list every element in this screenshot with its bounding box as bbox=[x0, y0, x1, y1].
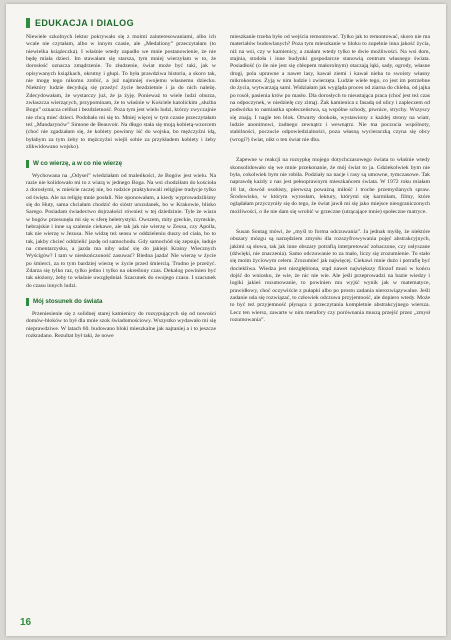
header-title: EDUKACJA I DIALOG bbox=[35, 18, 134, 28]
right-column bbox=[230, 34, 430, 329]
world-paragraph: Przeniesienie się z solidnej starej kamienicy do rozsypujących się od nowości domów-bloków to był dla mnie szok świadomościowy. Wszystko wydawało mi się nieprawdziwe. W latach 60. budowano bloki mieszkalne jak najtaniej a i to jeszcze rozkradano. Rezultat był taki, że nowe bbox=[26, 311, 216, 340]
paragraph-spacer bbox=[230, 221, 430, 229]
my-world-paragraph: Zapewne w reakcji na rozsypkę mojego dotychczasowego świata to właśnie wtedy skonsolidowało się we mnie przekonanie, że mój świat to ja. Gdziekolwiek bym nie była, cokolwiek bym nie robiła. Podziały na nacje i rasy są umowne, tymczasowe. Tak naprawdę każdy z nas jest pełnoprawnym mieszkańcem świata. W 1972 roku miałam 18 lat, dowód osobisty, pierwszą poważną miłość i troche przemyślanych spraw. Środowisko, w którym wyrosłam, lektury, którymi się karmiłam, filmy, które oglądałam przyczyniły się do tego, że świat jawił mi się jako miejsce nieograniczonych możliwości, o ile nie dam się wrobić w grzeczne (utrącające mnie) społeczne matryce. bbox=[230, 157, 430, 215]
section-title-world: Mój stosunek do świata bbox=[33, 298, 103, 306]
section-header bbox=[26, 18, 134, 28]
section-heading-world bbox=[26, 298, 216, 306]
section-accent-bar bbox=[26, 298, 29, 306]
continued-paragraph: mieszkanie trzeba było od wejścia remontować. Tylko jak to remontować, skoro nie ma materiałów budowlanych? Poza tym mieszkanie w bloku to zupełnie inna jakość życia, niż na wsi, czy w kamienicy, a znałam wtedy tylko te dwie możliwości. Na wsi dom, stajnia, stodoła i inne budynki gospodarcze stanowią centrum własnego świata. Posiadłość (o ile nie jest się chłopem małorolnym) otaczają łąki, sady, ogrody, własne drogi, pola uprawne a nawet lasy, kawał ziemi i kawał nieba to swoisty własny mikrokosmos. Żyją w nim ludzie i zwierzęta. Ludzie wiele tego, co jest im potrzebne do życia, wytwarzają sami. Widziałam jak wygląda proces od ziarna do chleba, od jajka po rosół, pasienia krów po masło. Dla dorosłych to nieustająca praca (choć jest też czas na odpoczynek, w niedzielę czy zimą). Żak kamienica z fasadą od ulicy i zapleczem od podwórka to namiastka społeczeństwa, są wspólne schody, piwnice, strychy. Wszyscy się znają. I nagle ten blok. Otwarty dookoła, wystawiony z każdej strony na wiatr, ludzie anonimowi, żadnego zewnątrz i wewnątrz. Nie ma poczucia wspólnoty, stabilności, poczucie odpowiedzialności, poza własną wycieraczką czyna się obcy (wrogi?) świat, nikt o ten świat nie dba. bbox=[230, 34, 430, 143]
left-column bbox=[26, 34, 216, 345]
magazine-page bbox=[6, 4, 446, 636]
sontag-paragraph: Susan Sontag mówi, że „myśl to forma odczuwania”. Ja jednak myślę, że niektóre obszary mózgu są narzędziem zmysłu dla rozszyfrowywania pojęć abstrakcyjnych, jakimi są słowa, tak jak inne obszary potrafią interpretować zobaczone, czy usłyszane (dźwięki, nie znaczenia). Samo odczuwanie to za mało, liczy się zrozumienie. To stało się moim życiowym celem. Zrozumieć jak najwięcej. Ciekawi mnie dużo i potrafię być dociekliwa. Wiedza jest niezgłębiona, stąd nawet największy filozof musi w końcu dojść do wniosku, że wie, że nic nie wie. Ale jeśli przeprowadzi na bazie wiedzy i logiki jakieś rozumowanie, to powinien mu wyjść wynik jak w matematyce, prawidłowy, choć oczywiście z pułapki albo po prostu zadania nierozwiązywalne. Jeśli zadanie uda się rozwiązać, to człowiek odczuwa przyjemność, ale dopiero wtedy. Może to być też przyjemność płynąca z przeczytania kompletnie abstrakcyjnego wiersza. Lecz ten wiersz, zawarte w nim metafory czy porównania muszą przejść przez „zmysł rozumowania”. bbox=[230, 228, 430, 324]
beliefs-paragraph: Wychowana na „Odysei” wiedziałam od maleńkości, że Bogów jest wielu. Na razie nie kolidowało mi to z wiarą w jednego Boga. Na wsi chodziłam do kościoła z dorosłymi, w mieście raczej nie, bo rodzice praktykowali religijne tradycje tylko od święta. Ale na religię mnie posłali. Nie oponowałam, a kiedy wyprowadziliśmy się do Huty, sama chciałam chodzić do sióstr urszulanek, bo w Krakowie, blisko Sarego. Posiadam świadectwo dojrzałości również w tej dziedzinie. Tyle że wiara w bogów przesunęła mi się w sferę beletrystyki. Owszem, mity greckie, rzymskie, hebrajskie i inne są szalenie ciekawe, ale tak jak nie wierzę w Zeusa, czy Apolla, tak nie wierzę w Jezusa. Nie widzę też sensu w oddzieleniu duszy od ciała, bo to tak, jakby chcieć oddzielić jazdę od samochodu. Gdy samochód się zepsuje, ładuje na cmentarzysku, a jazda ma niby udać się do jakiejś Krainy Wiecznych Wyścigów? I tam w nieskończoność zasuwać? Biedna jazda! Nie wierzę w życie po śmierci, za to tym bardziej wierzę w życie przed śmiercią. Trudno je przeżyć. Zdarza się tylko raz, tylko jedno i tylko na określony czas. Dekalog powinien być tak ułożony, żeby to właśnie uwzględniał. Szacunek do swojego czasu. I szacunek do czasu innych ludzi. bbox=[26, 172, 216, 289]
section-title-beliefs: W co wierzę, a w co nie wierzę bbox=[33, 159, 123, 167]
intro-paragraph: Niewiele szkolnych lektur pokrywało się z moimi zainteresowaniami, albo ich wcale nie czytałam, albo w innym czasie, ale „Medaliony” przeczytałam (to niewielka książeczka). I właśnie wtedy zapadło we mnie postanowienie, że nie będę miała dzieci. Im stawałam się starsza, tym mniej wierzyłam w to, że dorosłość oznacza zmądrzenie. To złudzenie, świat może być taki, jak w opisywanych książkach, okrutny i głupi. To była prawdziwa historia, a skoro tak, nie mogę tego nikomu zrobić, a już najmniej swojemu własnemu dziecku. Niektóry ludzie decydują się przeżyć życie bezdzietnie i ja do nich należę. Zdecydowałam, że wystarczy już, że ja żyję. Ponieważ to wiele ludzi oburza, zwłaszcza wierzących, przypominam, że to właśnie w Kościele katolickim „służba Bogu” oznacza celibat i bezdzietność. Poza tym jest wielu ludzi, którzy zwyczajnie nie chcą mieć dzieci. Podobało mi się to. Mniej więcej w tym czasie przeczytałam też „Mandarynów” Simone de Beauvoir. Na długo stała się moją kobietą-wzorcem (choć nie zgadzałam się, że kobiety powinny iść do wojska, bo mężczyźni idą, byłabym za tym żeby to mężczyźni wiejli sobie za przykładem kobiety i żeby zlikwidowano wojsko). bbox=[26, 34, 216, 151]
paragraph-spacer bbox=[230, 149, 430, 157]
page-number: 16 bbox=[20, 617, 32, 628]
header-accent-bar bbox=[26, 18, 30, 28]
section-heading-beliefs bbox=[26, 160, 216, 168]
section-accent-bar bbox=[26, 160, 29, 168]
